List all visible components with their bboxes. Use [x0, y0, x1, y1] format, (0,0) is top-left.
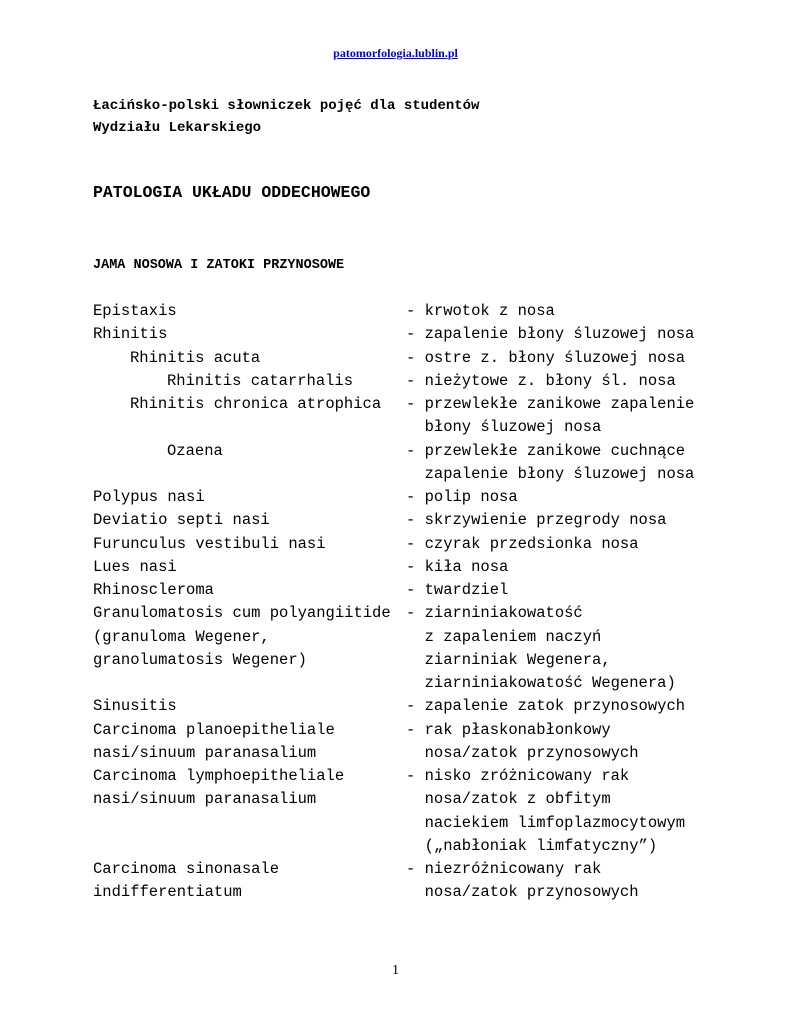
glossary-row — [93, 323, 733, 346]
glossary-row — [93, 602, 733, 625]
polish-definition: - niezróżnicowany rak — [406, 860, 602, 878]
glossary-row — [93, 347, 733, 370]
latin-term: Deviatio septi nasi — [93, 511, 270, 530]
glossary-row — [93, 509, 733, 532]
polish-definition: - ostre z. błony śluzowej nosa — [406, 348, 686, 367]
latin-term: Carcinoma planoepitheliale — [93, 720, 335, 739]
glossary-row — [93, 626, 733, 649]
glossary-row — [93, 486, 733, 509]
latin-term: indifferentiatum — [93, 883, 242, 902]
document-title-line-1: Łacińsko-polski słowniczek pojęć dla studentów — [93, 98, 480, 114]
document-title-line-2: Wydziału Lekarskiego — [93, 120, 262, 136]
page-number: 1 — [392, 963, 399, 978]
polish-definition: zapalenie błony śluzowej nosa — [406, 464, 695, 483]
latin-term: Sinusitis — [93, 697, 177, 716]
latin-term: Rhinitis — [93, 325, 168, 344]
glossary-row — [93, 300, 733, 323]
glossary-row — [93, 765, 733, 788]
glossary-row — [93, 695, 733, 718]
glossary-row — [93, 440, 733, 463]
latin-term: nasi/sinuum paranasalium — [93, 743, 317, 762]
glossary-list — [93, 300, 733, 905]
latin-term: granolumatosis Wegener) — [93, 650, 307, 669]
polish-definition: naciekiem limfoplazmocytowym — [406, 813, 686, 832]
latin-term: Rhinitis acuta — [130, 348, 261, 367]
polish-definition: - przewlekłe zanikowe cuchnące — [406, 441, 686, 460]
latin-term: Polypus nasi — [93, 488, 205, 506]
polish-definition: nosa/zatok przynosowych — [406, 883, 639, 902]
polish-definition: błony śluzowej nosa — [406, 418, 602, 437]
polish-definition: - rak płaskonabłonkowy — [406, 720, 611, 739]
latin-term: (granuloma Wegener, — [93, 627, 270, 646]
latin-term: Epistaxis — [93, 302, 177, 320]
polish-definition: - nieżytowe z. błony śl. nosa — [406, 371, 676, 390]
polish-definition: - kiła nosa — [406, 557, 509, 576]
polish-definition: - twardziel — [406, 581, 509, 599]
latin-term: Rhinitis catarrhalis — [167, 371, 354, 390]
polish-definition: - ziarniniakowatość — [406, 604, 583, 623]
glossary-row — [93, 463, 733, 486]
polish-definition: - polip nosa — [406, 488, 518, 506]
glossary-row — [93, 812, 733, 835]
glossary-row — [93, 370, 733, 393]
glossary-row — [93, 835, 733, 858]
latin-term: Rhinoscleroma — [93, 581, 214, 599]
polish-definition: nosa/zatok z obfitym — [406, 790, 611, 809]
latin-term: Rhinitis chronica atrophica — [130, 395, 382, 413]
latin-term: Granulomatosis cum polyangiitide — [93, 604, 391, 623]
glossary-row — [93, 881, 733, 904]
latin-term: Furunculus vestibuli nasi — [93, 534, 326, 553]
glossary-row — [93, 579, 733, 602]
polish-definition: - krwotok z nosa — [406, 302, 555, 320]
latin-term: Carcinoma sinonasale — [93, 860, 280, 878]
glossary-row — [93, 719, 733, 742]
polish-definition: - czyrak przedsionka nosa — [406, 534, 639, 553]
latin-term: nasi/sinuum paranasalium — [93, 790, 317, 809]
polish-definition: nosa/zatok przynosowych — [406, 743, 639, 762]
polish-definition: („nabłoniak limfatyczny”) — [406, 836, 658, 855]
glossary-row — [93, 672, 733, 695]
glossary-row — [93, 393, 733, 416]
latin-term: Lues nasi — [93, 557, 177, 576]
glossary-row — [93, 556, 733, 579]
glossary-row — [93, 649, 733, 672]
latin-term: Ozaena — [167, 441, 223, 460]
glossary-row — [93, 416, 733, 439]
polish-definition: ziarniniakowatość Wegenera) — [406, 674, 676, 692]
polish-definition: - nisko zróżnicowany rak — [406, 767, 630, 785]
section-title: PATOLOGIA UKŁADU ODDECHOWEGO — [93, 183, 371, 202]
polish-definition: - zapalenie błony śluzowej nosa — [406, 325, 695, 344]
glossary-row — [93, 742, 733, 765]
subsection-title: JAMA NOSOWA I ZATOKI PRZYNOSOWE — [93, 258, 345, 273]
polish-definition: z zapaleniem naczyń — [406, 627, 602, 646]
latin-term: Carcinoma lymphoepitheliale — [93, 767, 345, 785]
glossary-row — [93, 858, 733, 881]
glossary-row — [93, 788, 733, 811]
glossary-row — [93, 533, 733, 556]
polish-definition: - przewlekłe zanikowe zapalenie — [406, 395, 695, 413]
header-link[interactable]: patomorfologia.lublin.pl — [333, 46, 458, 60]
polish-definition: ziarniniak Wegenera, — [406, 650, 611, 669]
polish-definition: - zapalenie zatok przynosowych — [406, 697, 686, 716]
polish-definition: - skrzywienie przegrody nosa — [406, 511, 667, 530]
